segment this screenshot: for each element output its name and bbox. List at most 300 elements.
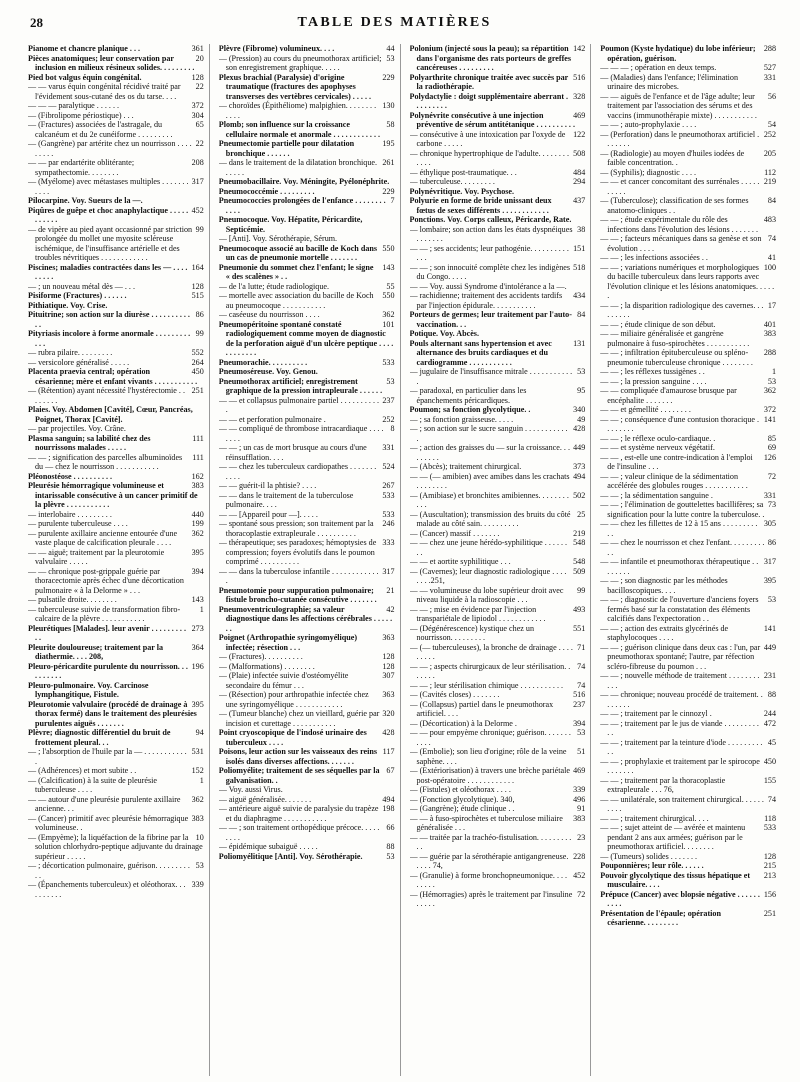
index-entry	[219, 481, 395, 491]
index-entry	[28, 519, 204, 529]
index-entry	[219, 785, 395, 795]
entry-page-ref: 53	[577, 367, 586, 376]
index-entry	[219, 158, 395, 177]
entry-page-ref: 237	[382, 395, 395, 405]
index-entry	[219, 139, 395, 158]
entry-text: — (Amibiase) et bronchites amibiennes. . . . . . . . . . .	[409, 490, 569, 509]
entry-page-ref: 198	[382, 804, 395, 813]
entry-page-ref: 328	[573, 91, 586, 101]
entry-text: — — ; un cas de mort brusque au cours d'une réinsufflation. . . .	[218, 443, 367, 462]
index-entry	[28, 643, 204, 662]
entry-text: — — chez les fillettes de 12 à 15 ans . . . . . . . . . . .	[600, 519, 758, 538]
entry-text: — — ; auto-prophylaxie . . . .	[600, 120, 697, 129]
entry-page-ref: 483	[763, 215, 776, 224]
entry-page-ref: 141	[763, 623, 776, 633]
entry-text: — tuberculeuse. . . . . . . . .	[409, 177, 495, 186]
index-entry	[219, 823, 395, 842]
entry-text: Pneumocoque associé au bacille de Koch dans un cas de pneumonie mortelle . . . . . . .	[218, 243, 378, 262]
index-entry	[600, 377, 776, 387]
entry-text: — — ; ses accidents; leur pathogénie. . . . . . . . . . . . .	[409, 243, 569, 262]
entry-page-ref: 94	[195, 728, 204, 737]
index-entry	[600, 500, 776, 519]
index-entry	[219, 510, 395, 520]
entry-text: — (Fractures). . . . . . . . . .	[218, 652, 303, 661]
index-entry	[410, 282, 586, 292]
entry-page-ref: 53	[577, 728, 586, 737]
entry-page-ref: 533	[382, 509, 395, 519]
index-entry	[28, 310, 204, 329]
entry-page-ref: 71	[577, 642, 586, 652]
entry-text: — ; action des graisses du — sur la croissance. . . . . . . . .	[409, 443, 570, 462]
entry-text: Pièces anatomiques; leur conservation par inclusion en milieux résineux solides. . . . . . . . .	[28, 53, 195, 72]
entry-page-ref: 383	[763, 329, 776, 338]
entry-text: Pneumoséreuse. Voy. Genou.	[218, 367, 318, 376]
index-entry	[600, 709, 776, 719]
entry-text: Plèvre (Fibrome) volumineux. . . .	[218, 44, 335, 53]
entry-page-ref: 38	[577, 224, 586, 234]
entry-page-ref: 267	[382, 481, 395, 490]
entry-text: Plèvre; diagnostic différentiel du bruit de frottement pleural. . .	[28, 728, 171, 747]
entry-text: — choroïdes (Épithéliome) malpighien. . . . . . . . . . . .	[218, 101, 377, 120]
entry-page-ref: 199	[191, 519, 204, 528]
index-entry	[600, 253, 776, 263]
entry-page-ref: 84	[577, 310, 586, 319]
entry-text: Placenta praevia central; opération césarienne; mère et enfant vivants . . . . . . . . . . .	[28, 367, 198, 386]
entry-text: — — ; son diagnostic par les méthodes bacilloscopiques. . . .	[600, 576, 728, 595]
entry-page-ref: 67	[386, 766, 395, 775]
index-entry	[410, 852, 586, 871]
entry-page-ref: 383	[573, 813, 586, 823]
entry-text: — ; un nouveau métal dès — . . .	[28, 281, 135, 291]
entry-page-ref: 333	[382, 538, 395, 547]
entry-page-ref: 41	[767, 253, 776, 262]
entry-page-ref: 496	[573, 794, 586, 804]
index-entry	[28, 120, 204, 139]
entry-page-ref: 518	[573, 262, 586, 272]
entry-text: — de l'a lutte; étude radiologique.	[218, 281, 329, 291]
index-entry	[219, 54, 395, 73]
entry-text: — — varus équin congénital récidivé traité par l'évidement sous-cutané des os du tarse. . . .	[28, 82, 181, 101]
entry-text: — (Cancer) primitif avec pleurésie hémorragique volumineuse. .	[28, 813, 189, 832]
entry-text: Pilocarpine. Voy. Sueurs de la —.	[28, 196, 143, 205]
index-entry	[600, 643, 776, 672]
entry-page-ref: 100	[763, 262, 776, 272]
entry-text: Polydactylie : doigt supplémentaire aberrant . . . . . . . . .	[409, 91, 569, 110]
index-entry	[219, 443, 395, 462]
entry-text: — — guérit-il la phtisie? . . . .	[218, 481, 317, 490]
entry-text: — — aiguës de l'enfance et de l'âge adulte; leur traitement par l'association des sérums et des vaccins (immunothérapie mixte) . . . . . . . . . . .	[600, 91, 757, 120]
index-entry	[219, 396, 395, 415]
entry-page-ref: 533	[382, 357, 395, 367]
entry-page-ref: 1	[199, 604, 204, 614]
entry-text: — — ; les réflexes tussigènes . .	[600, 367, 705, 376]
index-entry	[410, 890, 586, 909]
index-entry	[219, 234, 395, 244]
entry-text: — — et collapsus pulmonaire partiel . . . . . . . . . . .	[218, 395, 380, 414]
entry-text: Polynévritique. Voy. Psychose.	[409, 186, 515, 196]
entry-text: — — et perforation pulmonaire .	[218, 414, 326, 424]
index-entry	[600, 538, 776, 557]
entry-text: — consécutive à une intoxication par l'oxyde de carbone . . . . .	[409, 129, 566, 148]
index-entry	[28, 386, 204, 405]
entry-page-ref: 69	[767, 443, 776, 452]
entry-page-ref: 91	[577, 804, 586, 813]
index-entry	[219, 44, 395, 54]
index-entry	[219, 196, 395, 215]
running-title: TABLE DES MATIÈRES	[297, 15, 492, 30]
index-entry	[219, 633, 395, 652]
entry-text: — (Cancer) massif . . . . . . .	[409, 528, 500, 538]
entry-text: — (Gangrène) par artérite chez un nourrisson . . . . . . . . .	[28, 139, 192, 158]
entry-text: — aiguë généralisée. . . . . . .	[218, 794, 312, 804]
index-entry	[410, 795, 586, 805]
entry-page-ref: 372	[191, 101, 204, 110]
entry-text: — — ; la sédimentation sanguine .	[600, 490, 713, 500]
index-entry	[600, 871, 776, 890]
entry-page-ref: 452	[191, 205, 204, 215]
index-entry	[600, 196, 776, 215]
entry-page-ref: 44	[386, 44, 395, 53]
index-entry	[600, 92, 776, 121]
entry-text: Porteurs de germes; leur traitement par l'auto-vaccination. . .	[409, 310, 572, 329]
entry-page-ref: 437	[573, 196, 586, 205]
entry-page-ref: 493	[573, 604, 586, 614]
entry-text: — caséeuse du nourrisson . . . .	[218, 310, 320, 319]
entry-text: — (Fibrolipome périostique) . . .	[28, 110, 134, 120]
entry-text: — versicolore généralisé . . . . .	[28, 357, 130, 367]
index-entry	[28, 624, 204, 643]
index-entry	[28, 282, 204, 292]
entry-text: — — ; diagnostic de l'ouverture d'anciens foyers fermés basé sur la constatation des éléments calcifiés dans l'expectoration . .	[600, 595, 759, 623]
index-entry	[28, 795, 204, 814]
entry-text: — (Extériorisation) à travers une brèche pariétale post-opératoire . . . . . . . . . . . .	[409, 766, 570, 785]
entry-text: Pithiatique. Voy. Crise.	[28, 300, 108, 310]
index-entry	[219, 804, 395, 823]
entry-text: — — ; les infections associées . .	[600, 253, 708, 262]
entry-text: — tuberculeuse suivie de transformation fibro-calcaire de la plèvre . . . . . . . . . . .	[28, 604, 181, 623]
entry-page-ref: 208	[191, 158, 204, 167]
entry-page-ref: 196	[191, 661, 204, 671]
entry-text: — purulente tuberculeuse . . . .	[28, 519, 128, 528]
index-entry	[410, 871, 586, 890]
entry-page-ref: 469	[573, 110, 586, 120]
entry-page-ref: 58	[386, 120, 395, 129]
entry-page-ref: 205	[763, 148, 776, 158]
entry-page-ref: 73	[767, 500, 776, 509]
entry-page-ref: 320	[382, 709, 395, 718]
entry-page-ref: 364	[191, 642, 204, 652]
entry-page-ref: 219	[763, 177, 776, 186]
entry-text: Poliomyélite; traitement de ses séquelles par la galvanisation. .	[218, 766, 380, 785]
index-entry	[600, 177, 776, 196]
entry-text: — (Hémorragies) après le traitement par l'insuline . . . . .	[409, 889, 573, 908]
index-entry	[410, 690, 586, 700]
index-entry	[28, 54, 204, 73]
entry-text: — — ; l'élimination de gouttelettes bacillifères; sa signification pour la lutte contre la tuberculose. .	[600, 500, 765, 519]
entry-page-ref: 53	[767, 595, 776, 604]
entry-page-ref: 95	[577, 386, 586, 395]
index-entry	[600, 120, 776, 130]
index-entry	[28, 111, 204, 121]
entry-text: Poignet (Arthropathie syringomyélique) infectée; résection . . .	[218, 633, 358, 652]
index-entry	[219, 766, 395, 785]
index-entry	[410, 244, 586, 263]
index-entry	[410, 785, 586, 795]
entry-text: — — ; leur stérilisation chimique . . . . . . . . . . .	[409, 680, 564, 690]
entry-text: — — autour d'une pleurésie purulente axillaire ancienne. . .	[28, 794, 181, 813]
entry-text: Pneumococcies prolongées de l'enfance . . . . . . . . . . . .	[218, 196, 386, 215]
entry-page-ref: 128	[763, 851, 776, 861]
entry-text: — — ; guérison clinique dans deux cas : l'un, par pneumothorax spontané; l'autre, par réfection scléro-fibreuse du poumon . . .	[600, 642, 761, 671]
entry-text: Pleuro-péricardite purulente du nourrisson. . . . . . . . . .	[28, 661, 188, 680]
entry-text: — — ; la pression sanguine . . . .	[600, 376, 707, 386]
index-entry	[410, 605, 586, 624]
entry-text: — (Adhérences) et mort subite . .	[28, 766, 137, 775]
entry-text: — — ; action des extraits glycérinés de staphylocoques . . . .	[600, 623, 729, 642]
index-entry	[219, 652, 395, 662]
index-entry	[600, 719, 776, 738]
index-entry	[410, 529, 586, 539]
entry-text: Plaies. Voy. Abdomen [Cavité], Cœur, Pancréas, Poignet, Thorax [Cavité].	[28, 405, 193, 424]
index-entry	[219, 282, 395, 292]
index-entry	[600, 443, 776, 453]
entry-page-ref: 86	[767, 538, 776, 547]
entry-text: — — unilatérale, son traitement chirurgical. . . . . . . . . .	[600, 794, 764, 813]
entry-page-ref: 548	[573, 557, 586, 566]
entry-page-ref: 469	[573, 766, 586, 775]
entry-text: — ; l'absorption de l'huile par la — . . . . . . . . . . . .	[28, 747, 187, 766]
entry-text: Pneumonie du sommet chez l'enfant; le signe « des scalènes » . .	[218, 262, 374, 281]
index-column-4	[600, 44, 776, 1076]
entry-text: — (Radiologie) au moyen d'huiles iodées de faible concentration. .	[600, 148, 745, 167]
index-entry	[410, 643, 586, 662]
index-column-2	[219, 44, 401, 1076]
entry-text: — (Plaie) infectée suivie d'ostéomyélite secondaire du fémur . . .	[218, 671, 349, 690]
index-entry	[28, 225, 204, 263]
index-entry	[600, 63, 776, 73]
index-entry	[410, 405, 586, 415]
index-entry	[219, 73, 395, 102]
index-entry	[410, 814, 586, 833]
entry-text: Pouponnières; leur rôle. . . . . .	[600, 861, 704, 870]
entry-text: Pleurésie hémorragique volumineuse et intarissable consécutive à un cancer primitif de la plèvre . . . . . . . . . . .	[28, 481, 198, 509]
index-entry	[600, 348, 776, 367]
index-entry	[28, 348, 204, 358]
entry-text: Plasma sanguin; sa labilité chez des nourrissons malades . . . . .	[28, 433, 151, 452]
entry-text: — (Gangrène); étude clinique . .	[409, 804, 515, 813]
index-entry	[600, 73, 776, 92]
entry-page-ref: 440	[191, 509, 204, 519]
index-entry	[600, 434, 776, 444]
entry-text: — — ; traitement par le cinnozyl .	[600, 709, 712, 718]
entry-page-ref: 111	[192, 433, 204, 443]
entry-text: — thérapeutique; ses paradoxes; hémoptysies de compression; foyers évolutifs dans le poumon comprimé . . . . . . . . . .	[218, 538, 377, 566]
entry-page-ref: 74	[767, 794, 776, 804]
index-entry	[28, 861, 204, 880]
entry-page-ref: 66	[386, 823, 395, 832]
entry-text: — — ; valeur clinique de la sédimentation accélérée des globules rouges . . . . . . . . . . .	[600, 471, 748, 490]
index-entry	[600, 795, 776, 814]
entry-page-ref: 53	[386, 851, 395, 861]
entry-text: — (Tumeurs) solides . . . . . . .	[600, 851, 698, 861]
index-entry	[219, 605, 395, 634]
entry-page-ref: 8	[390, 424, 395, 433]
entry-page-ref: 449	[763, 642, 776, 652]
entry-text: — — compliquée d'amaurose brusque par encéphalite . . . . . . .	[600, 386, 737, 405]
index-entry	[410, 538, 586, 557]
index-entry	[28, 263, 204, 282]
entry-text: Pisiforme (Fractures) . . . . . .	[28, 291, 127, 300]
entry-page-ref: 494	[573, 471, 586, 481]
entry-text: — (Granulie) à forme bronchopneumonique. . . . . . . . .	[409, 870, 568, 889]
entry-text: — — ; sujet atteint de — avérée et maintenu pendant 2 ans aux armées; guérison par le pneumothorax artificiel. . . . . . . .	[600, 823, 746, 851]
index-entry	[410, 291, 586, 310]
index-entry	[410, 168, 586, 178]
entry-page-ref: 509	[573, 566, 586, 576]
entry-page-ref: 383	[191, 813, 204, 823]
entry-text: — Voy. aussi Virus.	[218, 785, 283, 794]
entry-text: — — ; la disparition radiologique des cavernes. . . . . . . . .	[600, 300, 764, 319]
index-entry	[28, 510, 204, 520]
entry-page-ref: 246	[382, 519, 395, 528]
index-entry	[410, 586, 586, 605]
index-entry	[410, 443, 586, 462]
entry-text: — (Résection) pour arthropathie infectée chez une syringomyélique . . . . . . . . . . . .	[218, 690, 369, 709]
entry-text: Polyurie en forme de bride unissant deux fœtus de sexes différents . . . . . . . . . . . .	[409, 196, 552, 215]
entry-page-ref: 84	[767, 196, 776, 205]
index-entry	[410, 700, 586, 719]
index-entry	[600, 757, 776, 776]
index-entry	[600, 909, 776, 928]
index-entry	[600, 453, 776, 472]
entry-page-ref: 164	[191, 262, 204, 272]
index-entry	[219, 795, 395, 805]
entry-page-ref: 85	[767, 433, 776, 443]
index-entry	[219, 377, 395, 396]
entry-page-ref: 331	[382, 443, 395, 452]
entry-page-ref: 1	[771, 367, 776, 376]
entry-text: Pneumocoque. Voy. Hépatite, Péricardite, Septicémie.	[218, 215, 363, 234]
entry-page-ref: 273	[191, 623, 204, 633]
entry-text: — (Décortication) à la Delorme .	[409, 718, 517, 728]
entry-text: — paradoxal, en particulier dans les épanchements péricardiques.	[409, 386, 527, 405]
entry-text: — (— tuberculeuses), la bronche de drainage . . . . . . . . .	[409, 642, 573, 661]
index-entry	[410, 339, 586, 368]
entry-page-ref: 122	[573, 129, 586, 139]
entry-text: — — et gémellité . . . . . . . .	[600, 405, 691, 414]
entry-page-ref: 288	[763, 348, 776, 357]
index-entry	[410, 130, 586, 149]
index-entry	[410, 367, 586, 386]
entry-text: — — ; signification des parcelles albuminoïdes du — chez le nourrisson . . . . . . . . . . .	[28, 452, 183, 471]
index-entry	[600, 776, 776, 795]
index-entry	[219, 538, 395, 567]
entry-text: Pneumopéritoine spontané constaté radiologiquement comme moyen de diagnostic de la perforation aiguë d'un ulcère peptique . . . . . . . . . . . .	[218, 319, 394, 357]
entry-text: — ; sa fonction graisseuse. . . . .	[409, 414, 514, 424]
entry-text: — — compliqué de thrombose intracardiaque . . . . . . . .	[218, 424, 384, 443]
index-entry	[600, 130, 776, 149]
entry-page-ref: 128	[191, 281, 204, 291]
entry-text: — — ; mise en évidence par l'injection transpariétale de lipiodol . . . . . . . . . . . .	[409, 604, 546, 623]
index-entry	[28, 548, 204, 567]
index-entry	[28, 424, 204, 434]
entry-page-ref: 394	[573, 718, 586, 728]
entry-page-ref: 362	[763, 386, 776, 395]
index-entry	[28, 567, 204, 596]
index-column-3	[410, 44, 592, 1076]
entry-page-ref: 21	[386, 585, 395, 595]
entry-text: Piscines; maladies contractées dans les — . . . . . . . . .	[28, 262, 188, 281]
entry-page-ref: 527	[763, 63, 776, 72]
entry-page-ref: 363	[382, 690, 395, 699]
entry-text: — pulsatile droite. . . . . . . .	[28, 595, 117, 604]
index-entry	[28, 605, 204, 624]
entry-page-ref: 494	[382, 794, 395, 804]
entry-page-ref: 251	[763, 908, 776, 918]
entry-page-ref: 151	[573, 243, 586, 253]
index-entry	[219, 662, 395, 672]
entry-text: — — ; facteurs mécaniques dans sa genèse et son évolution . . . .	[600, 234, 762, 253]
entry-page-ref: 428	[573, 424, 586, 433]
index-entry	[410, 177, 586, 187]
entry-text: — — aiguë; traitement par la pleurotomie valvulaire . . . . .	[28, 547, 165, 566]
index-entry	[600, 329, 776, 348]
entry-text: — — guérie par la sérothérapie antigangreneuse. . . . . 74,	[409, 851, 569, 870]
index-entry	[219, 728, 395, 747]
entry-page-ref: 101	[382, 319, 395, 329]
entry-page-ref: 72	[577, 889, 586, 899]
entry-text: Pneumobacillaire. Voy. Méningite, Pyélonéphrite.	[218, 177, 390, 186]
entry-text: Pleurite douloureuse; traitement par la diathermie. . . . 208,	[28, 642, 164, 661]
index-entry	[28, 776, 204, 795]
entry-page-ref: 22	[195, 82, 204, 91]
entry-page-ref: 215	[763, 861, 776, 870]
index-entry	[28, 747, 204, 766]
entry-page-ref: 237	[573, 699, 586, 709]
entry-page-ref: 86	[195, 310, 204, 319]
entry-page-ref: 53	[386, 376, 395, 386]
entry-page-ref: 143	[382, 262, 395, 272]
page-number: 28	[30, 15, 43, 30]
entry-text: — — ; nouvelle méthode de traitement . . . . . . . . . . .	[600, 671, 760, 690]
index-entry	[410, 491, 586, 510]
entry-page-ref: 531	[191, 747, 204, 756]
entry-text: — — Voy. aussi Syndrome d'intolérance a la —.	[409, 281, 567, 291]
index-entry	[219, 671, 395, 690]
entry-page-ref: 394	[191, 566, 204, 576]
entry-text: — — dans le traitement de la tuberculose pulmonaire. . . .	[218, 490, 354, 509]
entry-page-ref: 307	[382, 671, 395, 680]
entry-text: — — ; son traitement orthopédique précoce. . . . . . . . .	[218, 823, 380, 842]
entry-page-ref: 434	[573, 291, 586, 300]
entry-page-ref: 54	[767, 120, 776, 129]
entry-page-ref: 152	[191, 766, 204, 775]
entry-text: — (Malformations) . . . . . . . .	[218, 661, 315, 671]
entry-page-ref: 17	[767, 300, 776, 310]
index-entry	[28, 196, 204, 206]
entry-text: — — ; traitement par le jus de viande . . . . . . . . . . .	[600, 718, 759, 737]
index-entry	[28, 681, 204, 700]
entry-page-ref: 195	[382, 139, 395, 148]
entry-page-ref: 395	[191, 699, 204, 709]
entry-page-ref: 252	[763, 129, 776, 139]
index-entry	[28, 177, 204, 196]
index-entry	[600, 671, 776, 690]
entry-page-ref: 340	[573, 405, 586, 414]
index-entry	[28, 529, 204, 548]
entry-page-ref: 339	[191, 880, 204, 889]
entry-text: Pouvoir glycolytique des tissus hépatique et musculaire. . . .	[600, 870, 751, 889]
